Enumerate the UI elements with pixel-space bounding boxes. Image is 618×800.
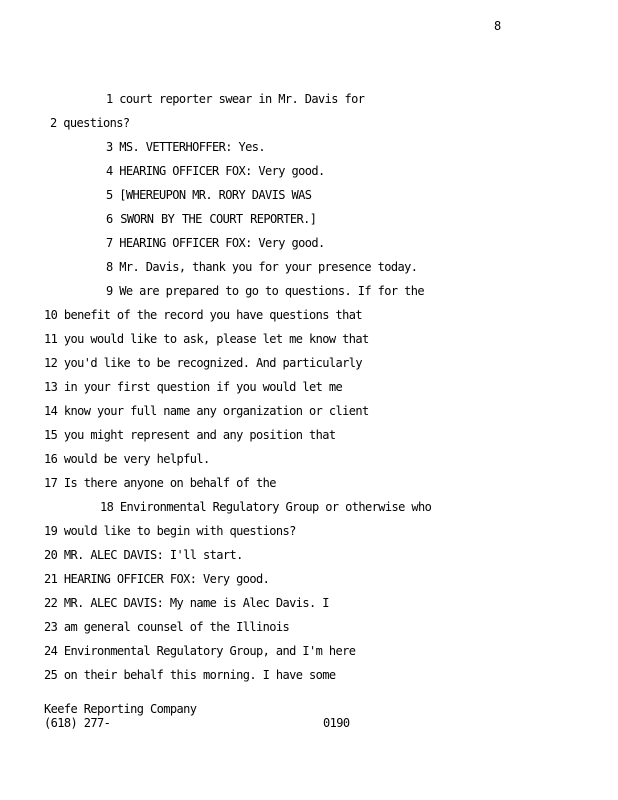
page-number: 8 (494, 19, 502, 33)
transcript-line-3: 3 MS. VETTERHOFFER: Yes. (106, 140, 265, 154)
transcript-line-5: 5 [WHEREUPON MR. RORY DAVIS WAS (106, 188, 312, 202)
transcript-line-8: 8 Mr. Davis, thank you for your presence today. (106, 260, 418, 274)
transcript-line-13: 13 in your first question if you would let me (44, 380, 343, 394)
transcript-line-2: 2 questions? (50, 116, 130, 130)
transcript-line-6: 6 SWORN BY THE COURT REPORTER.] (106, 212, 317, 226)
transcript-line-16: 16 would be very helpful. (44, 452, 210, 466)
transcript-line-21: 21 HEARING OFFICER FOX: Very good. (44, 572, 270, 586)
transcript-line-17: 17 Is there anyone on behalf of the (44, 476, 276, 490)
transcript-line-4: 4 HEARING OFFICER FOX: Very good. (106, 164, 325, 178)
transcript-line-25: 25 on their behalf this morning. I have some (44, 668, 336, 682)
footer-company: Keefe Reporting Company (44, 702, 197, 716)
transcript-line-1: 1 court reporter swear in Mr. Davis for (106, 92, 365, 106)
transcript-line-7: 7 HEARING OFFICER FOX: Very good. (106, 236, 325, 250)
transcript-line-23: 23 am general counsel of the Illinois (44, 620, 290, 634)
transcript-line-15: 15 you might represent and any position that (44, 428, 336, 442)
transcript-line-19: 19 would like to begin with questions? (44, 524, 296, 538)
transcript-line-14: 14 know your full name any organization or client (44, 404, 369, 418)
footer-phone-prefix: (618) 277- (44, 716, 111, 730)
footer-phone-suffix: 0190 (323, 716, 350, 730)
transcript-line-24: 24 Environmental Regulatory Group, and I'm here (44, 644, 356, 658)
transcript-line-11: 11 you would like to ask, please let me know that (44, 332, 369, 346)
transcript-line-18: 18 Environmental Regulatory Group or otherwise who (100, 500, 432, 514)
transcript-line-20: 20 MR. ALEC DAVIS: I'll start. (44, 548, 243, 562)
transcript-line-9: 9 We are prepared to go to questions. If for the (106, 284, 424, 298)
transcript-line-10: 10 benefit of the record you have questions that (44, 308, 362, 322)
transcript-line-22: 22 MR. ALEC DAVIS: My name is Alec Davis. I (44, 596, 329, 610)
transcript-line-12: 12 you'd like to be recognized. And particularly (44, 356, 362, 370)
